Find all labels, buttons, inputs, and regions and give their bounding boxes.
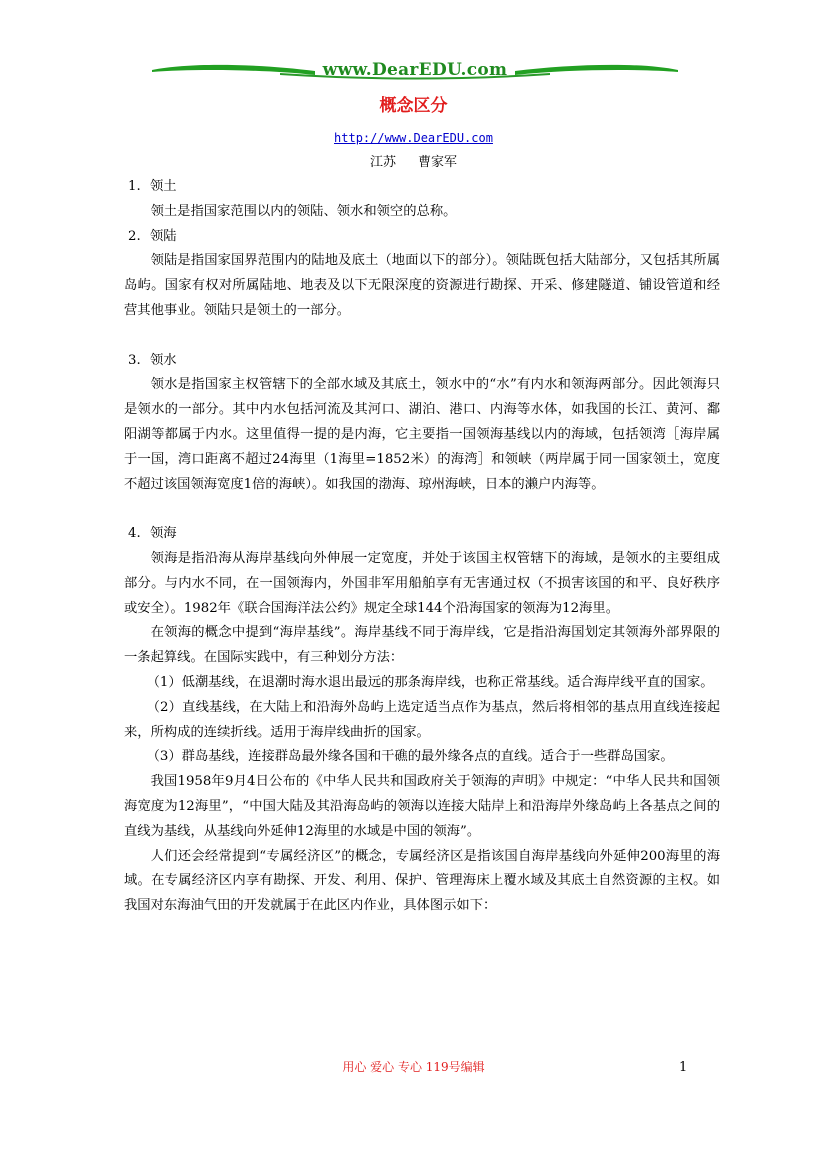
page-number: 1 — [679, 1060, 688, 1075]
list-item: （2）直线基线，在大陆上和沿海外岛屿上选定适当点作为基点，然后将相邻的基点用直线连接起来，所构成的连续折线。适用于海岸线曲折的国家。 — [124, 699, 720, 740]
section-heading — [124, 522, 720, 547]
author-region: 江苏 — [369, 155, 396, 170]
page-title: 概念区分 — [379, 96, 448, 116]
section-title: 领土 — [150, 179, 177, 194]
section-number: 2. — [128, 228, 141, 244]
paragraph: 领水是指国家主权管辖下的全部水域及其底土，领水中的“水”有内水和领海两部分。因此领海只是领水的一部分。其中内水包括河流及其河口、湖泊、港口、内海等水体，如我国的长江、黄河、鄱阳湖等都属于内水。这里值得一提的是内海，它主要指一国领海基线以内的海域，包括领湾［海岸属于一国，湾口距离不超过24海里（1海里=1852米）的海湾］和领峡（两岸属于同一国家领土，宽度不超过该国领海宽度1倍的海峡）。如我国的渤海、琼州海峡，日本的濑户内海等。 — [124, 377, 720, 492]
list-item: （3）群岛基线，连接群岛最外缘各国和干礁的最外缘各点的直线。适合于一些群岛国家。 — [146, 749, 674, 765]
section-heading — [124, 225, 720, 250]
section-title: 领海 — [150, 526, 177, 542]
paragraph: 人们还会经常提到“专属经济区”的概念，专属经济区是指该国自海岸基线向外延伸200海里的海域。在专属经济区内享有勘探、开发、利用、保护、管理海床上覆水域及其底土自然资源的主权。如我国对东海油气田的开发就属于在此区内作业，具体图示如下： — [124, 848, 720, 914]
document-body — [124, 175, 720, 919]
spacer — [124, 324, 720, 349]
site-header-banner — [150, 58, 680, 84]
paragraph: 领海是指沿海从海岸基线向外伸展一定宽度，并处于该国主权管辖下的海域，是领水的主要组成部分。与内水不同，在一国领海内，外国非军用船舶享有无害通过权（不损害该国的和平、良好秩序或安全）。1982年《联合国海洋法公约》规定全球144个沿海国家的领海为12海里。 — [124, 550, 720, 616]
list-item: （1）低潮基线，在退潮时海水退出最远的那条海岸线，也称正常基线。适合海岸线平直的国家。 — [146, 674, 714, 690]
paragraph: 领土是指国家范围以内的领陆、领水和领空的总称。 — [150, 203, 457, 219]
section-number: 3. — [128, 352, 141, 368]
site-logo-text: www.DearEDU.com — [322, 60, 508, 80]
paragraph: 领陆是指国家国界范围内的陆地及底土（地面以下的部分）。领陆既包括大陆部分，又包括其所属岛屿。国家有权对所属陆地、地表及以下无限深度的资源进行勘探、开采、修建隧道、铺设管道和经营其他事业。领陆只是领土的一部分。 — [124, 253, 720, 318]
paragraph: 在领海的概念中提到“海岸基线”。海岸基线不同于海岸线，它是指沿海国划定其领海外部界限的一条起算线。在国际实践中，有三种划分方法： — [124, 625, 720, 666]
section-number: 1. — [128, 179, 141, 194]
section-title: 领陆 — [150, 228, 177, 244]
author-name: 曹家军 — [418, 155, 458, 170]
paragraph: 我国1958年9月4日公布的《中华人民共和国政府关于领海的声明》中规定：“中华人民共和国领海宽度为12海里”，“中国大陆及其沿海岛屿的领海以连接大陆岸上和沿海岸外缘岛屿上各基点之间的直线为基线，从基线向外延伸12海里的水域是中国的领海”。 — [124, 774, 720, 839]
section-heading — [124, 349, 720, 374]
section-number: 4. — [128, 526, 141, 542]
page-footer: 用心 爱心 专心 119号编辑 — [342, 1060, 485, 1074]
source-link[interactable]: http://www.DearEDU.com — [334, 131, 493, 145]
spacer — [124, 497, 720, 522]
section-heading — [124, 175, 720, 200]
author-line — [0, 151, 827, 170]
section-title: 领水 — [150, 352, 177, 368]
